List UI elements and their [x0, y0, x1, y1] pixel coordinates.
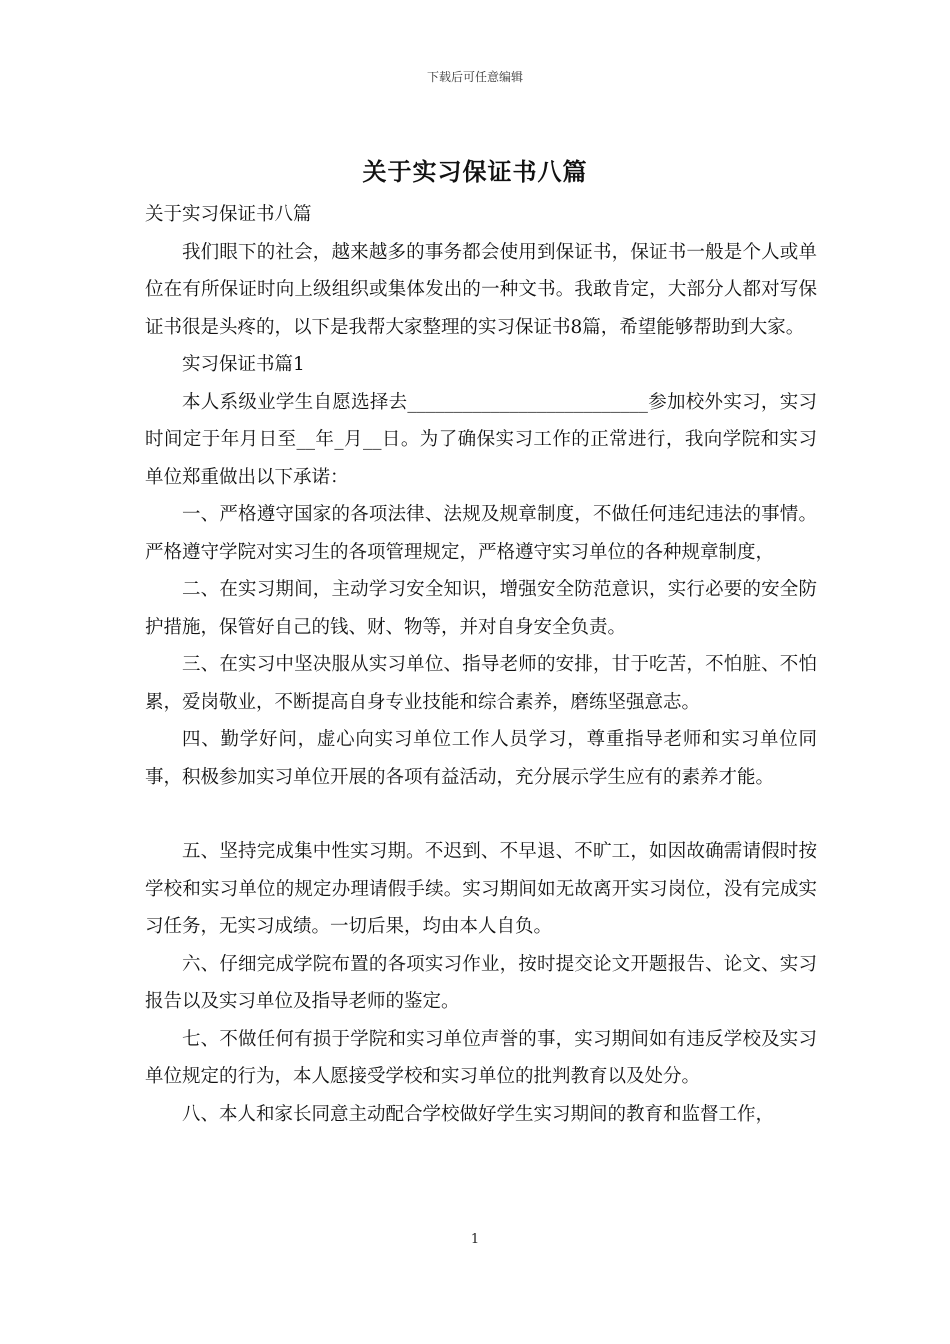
- pledge-item-3: 三、在实习中坚决服从实习单位、指导老师的安排，甘于吃苦，不怕脏、不怕累，爱岗敬业，不断提高自身专业技能和综合素养，磨练坚强意志。: [145, 654, 817, 713]
- pledge-item-1-text: 一、严格遵守国家的各项法律、法规及规章制度，不做任何违纪违法的事情。严格遵守学院对实习生的各项管理规定，严格遵守实习单位的各种规章制度，: [145, 504, 817, 563]
- document-title: 关于实习保证书八篇: [362, 157, 588, 186]
- pledge-item-1: [145, 496, 817, 571]
- section-heading: 实习保证书篇1: [182, 354, 305, 375]
- opening-paragraph: 本人系级业学生自愿选择去__________________________参加校外实习，实习时间定于年月日至__年_月__日。为了确保实习工作的正常进行，我向学院和实习单位郑重做出以下承诺：: [145, 391, 817, 488]
- pledge-item-6: 六、仔细完成学院布置的各项实习作业，按时提交论文开题报告、论文、实习报告以及实习单位及指导老师的鉴定。: [145, 953, 817, 1012]
- subtitle-line: 关于实习保证书八篇: [145, 204, 312, 225]
- pledge-item-7: 七、不做任何有损于学院和实习单位声誉的事，实习期间如有违反学校及实习单位规定的行为，本人愿接受学校和实习单位的批判教育以及处分。: [145, 1028, 817, 1087]
- pledge-item-5: 五、坚持完成集中性实习期。不迟到、不早退、不旷工，如因故确需请假时按学校和实习单位的规定办理请假手续。实习期间如无故离开实习岗位，没有完成实习任务，无实习成绩。一切后果，均由本人自负。: [145, 841, 817, 937]
- header-note: 下载后可任意编辑: [426, 70, 523, 84]
- pledge-item-8: 八、本人和家长同意主动配合学校做好学生实习期间的教育和监督工作，: [182, 1103, 775, 1125]
- page-number: 1: [470, 1232, 480, 1247]
- intro-paragraph: 我们眼下的社会，越来越多的事务都会使用到保证书，保证书一般是个人或单位在有所保证时向上级组织或集体发出的一种文书。我敢肯定，大部分人都对写保证书很是头疼的，以下是我帮大家整理的实习保证书8篇，希望能够帮助到大家。: [145, 241, 817, 338]
- document-body: [145, 196, 817, 1133]
- pledge-item-4: 四、勤学好问，虚心向实习单位工作人员学习，尊重指导老师和实习单位同事，积极参加实习单位开展的各项有益活动，充分展示学生应有的素养才能。: [145, 729, 817, 788]
- pledge-item-2: 二、在实习期间，主动学习安全知识，增强安全防范意识，实行必要的安全防护措施，保管好自己的钱、财、物等，并对自身安全负责。: [145, 579, 817, 638]
